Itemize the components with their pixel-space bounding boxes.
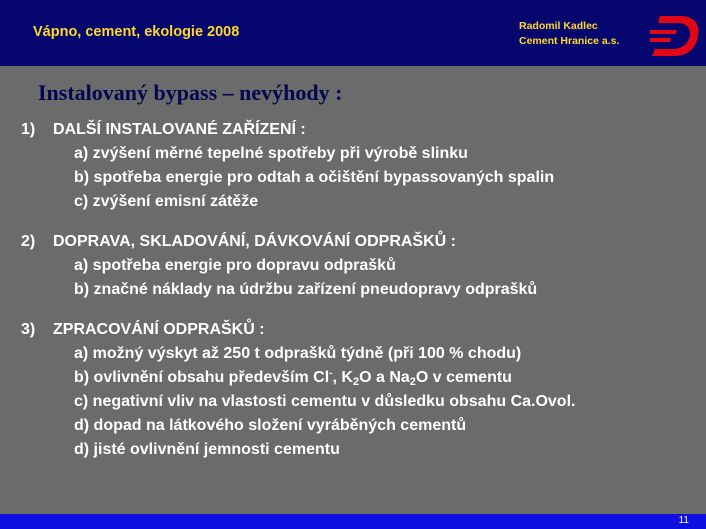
list-item: b) spotřeba energie pro odtah a očištění bypassovaných spalin bbox=[74, 169, 555, 186]
list-item: d) jisté ovlivnění jemnosti cementu bbox=[74, 441, 340, 458]
list-item: a) spotřeba energie pro dopravu odprašků bbox=[74, 257, 396, 274]
list-item-formula bbox=[21, 366, 700, 390]
list-item: c) negativní vliv na vlastosti cementu v důsledku obsahu Ca.Ovol. bbox=[74, 393, 576, 410]
conference-title: Vápno, cement, ekologie 2008 bbox=[33, 24, 240, 40]
list-item: c) zvýšení emisní zátěže bbox=[74, 193, 259, 210]
formula-prefix: b) ovlivnění obsahu především Cl bbox=[74, 369, 330, 386]
list-item: b) značné náklady na údržbu zařízení pneudopravy odprašků bbox=[74, 281, 538, 298]
list-item: a) zvýšení měrné tepelné spotřeby při výrobě slinku bbox=[74, 145, 468, 162]
slide-header bbox=[0, 0, 706, 66]
author-block bbox=[519, 19, 619, 49]
slide-title: Instalovaný bypass – nevýhody : bbox=[38, 80, 343, 105]
slide-content bbox=[21, 118, 700, 478]
company-d-logo-icon bbox=[650, 14, 700, 58]
slide-footer bbox=[0, 514, 706, 529]
formula-suffix: O v cementu bbox=[415, 369, 512, 386]
formula-subscript: 2 bbox=[352, 376, 360, 388]
list-item: a) možný výskyt až 250 t odprašků týdně (při 100 % chodu) bbox=[74, 345, 522, 362]
formula-comma: , K bbox=[332, 369, 353, 386]
section-transport-storage bbox=[21, 230, 700, 302]
section-heading bbox=[21, 230, 700, 254]
section-title: ZPRACOVÁNÍ ODPRAŠKŮ : bbox=[53, 321, 265, 338]
section-heading bbox=[21, 118, 700, 142]
formula-superscript: - bbox=[329, 368, 333, 379]
section-number: 2) bbox=[21, 233, 36, 250]
section-number: 1) bbox=[21, 121, 36, 138]
author-name: Radomil Kadlec bbox=[519, 20, 598, 32]
author-company: Cement Hranice a.s. bbox=[519, 35, 620, 47]
section-title: DALŠÍ INSTALOVANÉ ZAŘÍZENÍ : bbox=[53, 121, 306, 138]
section-number: 3) bbox=[21, 321, 36, 338]
section-heading bbox=[21, 318, 700, 342]
section-title: DOPRAVA, SKLADOVÁNÍ, DÁVKOVÁNÍ ODPRAŠKŮ : bbox=[53, 233, 456, 250]
formula-subscript: 2 bbox=[409, 376, 416, 388]
page-number: 11 bbox=[678, 515, 689, 526]
formula-mid: O a Na bbox=[359, 369, 410, 386]
list-item: d) dopad na látkového složení vyráběných cementů bbox=[74, 417, 467, 434]
section-dust-processing bbox=[21, 318, 700, 462]
section-additional-equipment bbox=[21, 118, 700, 214]
